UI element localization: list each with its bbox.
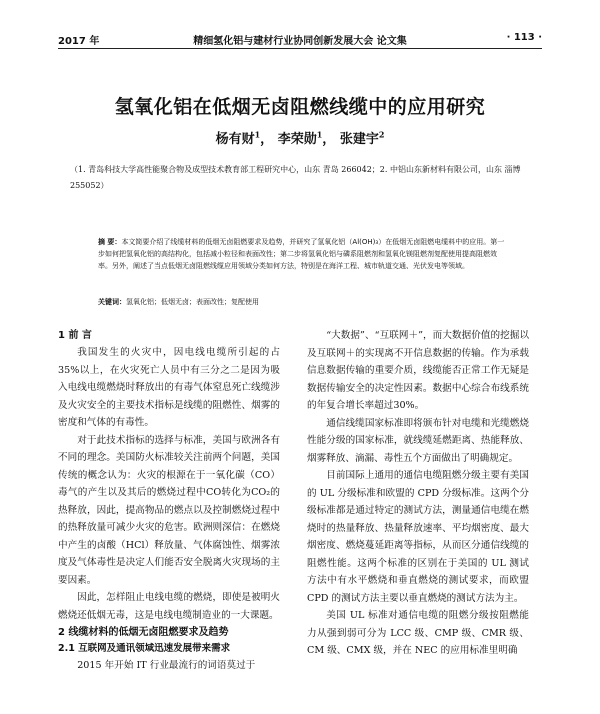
author-name: 李荣勋	[277, 132, 317, 147]
section-heading: 2 线缆材料的低烟无卤阻燃要求及趋势	[58, 627, 229, 638]
subsection-heading: 2.1 互联网及通讯领域迅速发展带来需求	[58, 643, 231, 654]
paper-title: 氢氧化铝在低烟无卤阻燃线缆中的应用研究	[114, 96, 486, 118]
header-page-number: · 113 ·	[506, 32, 542, 43]
author-affil-mark: 2	[378, 129, 385, 140]
paragraph: 因此，怎样阻止电线电缆的燃烧，即使是被明火燃烧还低烟无毒，这是电线电缆制造业的一大课题。	[58, 592, 280, 621]
abstract	[98, 236, 505, 272]
keywords	[98, 296, 505, 308]
abstract-label: 摘 要：	[98, 238, 122, 246]
paragraph: 2015 年开始 IT 行业最流行的词语莫过于	[77, 660, 256, 671]
keywords-label: 关键词：	[98, 298, 126, 306]
paragraph: 对于此技术指标的选择与标准，美国与欧洲各有不同的理念。美国防火标准较关注前两个问题，美国传统的概念认为：火灾的根源在于一氧化碳（CO）毒气的产生以及其后的燃烧过程中CO转化为CO₂的热释放，因此，提高物品的燃点以及控制燃烧过程中的热释放量可减少火灾的危害。欧洲则深信：在燃烧中产生的卤酸（HCl）释放量、气体腐蚀性、烟雾浓度及气体毒性是决定人们能否安全脱离火灾现场的主要因素。	[58, 434, 280, 586]
abstract-text: 本文简要介绍了线缆材料的低烟无卤阻燃要求及趋势，并研究了氢氧化铝（Al(OH)₃）在低烟无卤阻燃电缆料中的应用。第一步如何把氢氧化铝的高结构化，包括减小粒径和表面改性；第二步将氢氧化铝与磷系阻燃剂和氢氧化镁阻燃剂复配使用提高阻燃效率。另外，阐述了当点低烟无卤阻燃线缆应用领域分类如何方法，特别是在海洋工程、城市轨道交通、光伏发电等领域。	[98, 238, 505, 270]
header-year: 2017 年	[58, 36, 100, 47]
author-affil-mark: 1	[254, 129, 261, 140]
author-name: 杨有财	[215, 132, 255, 147]
body-column-left	[58, 327, 280, 675]
header-rule	[58, 48, 542, 49]
paragraph: 我国发生的火灾中，因电线电缆所引起的占35%以上，在火灾死亡人员中有三分之二是因为吸入电线电缆燃烧时释放出的有毒气体窒息死亡线缆涉及火灾安全的主要技术指标是线缆的阻燃性、烟雾的密度和气体的有毒性。	[58, 347, 280, 428]
paragraph: 目前国际上通用的通信电缆阻燃分级主要有美国的 UL 分级标准和欧盟的 CPD 分级标准。这两个分级标准都是通过特定的测试方法，测量通信电缆在燃烧时的热量释放、热量释放速率、平均烟密度、最大烟密度、燃烧蔓延距离等指标，从而区分通信线缆的阻燃性能。这两个标准的区别在于美国的 UL 测试方法中有水平燃烧和垂直燃烧的测试要求，而欧盟 CPD 的测试方法主要以垂直燃烧的测试方法为主。	[307, 470, 529, 604]
keywords-text: 氢氧化铝；低烟无卤；表面改性；复配使用	[126, 298, 259, 306]
affiliations: （1. 青岛科技大学高性能聚合物及成型技术教育部工程研究中心，山东 青岛 266042；2. 中铝山东新材料有限公司，山东 淄博 255052）	[70, 165, 521, 190]
paragraph: “大数据”、“互联网＋”，而大数据价值的挖掘以及互联网＋的实现离不开信息数据的传输。作为承载信息数据传输的重要介质，线缆能否正常工作无疑是数据传输安全的决定性因素。数据中心综合布线系统的年复合增长率超过30%。	[307, 330, 529, 411]
author-separator: ，	[260, 132, 274, 147]
author-list	[0, 128, 600, 147]
paragraph: 通信线缆国家标准即将颁布针对电缆和光缆燃烧性能分级的国家标准，就线缆延燃距离、热能释放、烟雾释放、滴漏、毒性五个方面做出了明确规定。	[307, 417, 529, 464]
running-header	[58, 30, 542, 46]
header-conference: 精细氢化铝与建材行业协同创新发展大会 论文集	[193, 36, 407, 47]
paragraph: 美国 UL 标准对通信电缆的阻燃分级按阻燃能力从强到弱可分为 LCC 级、CMP 级、CMR 级、CM 级、CMX 级，并在 NEC 的应用标准里明确	[307, 610, 529, 656]
author-affil-mark: 1	[316, 129, 323, 140]
author-name: 张建宇	[339, 132, 379, 147]
body-column-right	[307, 327, 529, 660]
author-separator: ，	[322, 132, 336, 147]
section-heading: 1 前 言	[58, 330, 92, 341]
